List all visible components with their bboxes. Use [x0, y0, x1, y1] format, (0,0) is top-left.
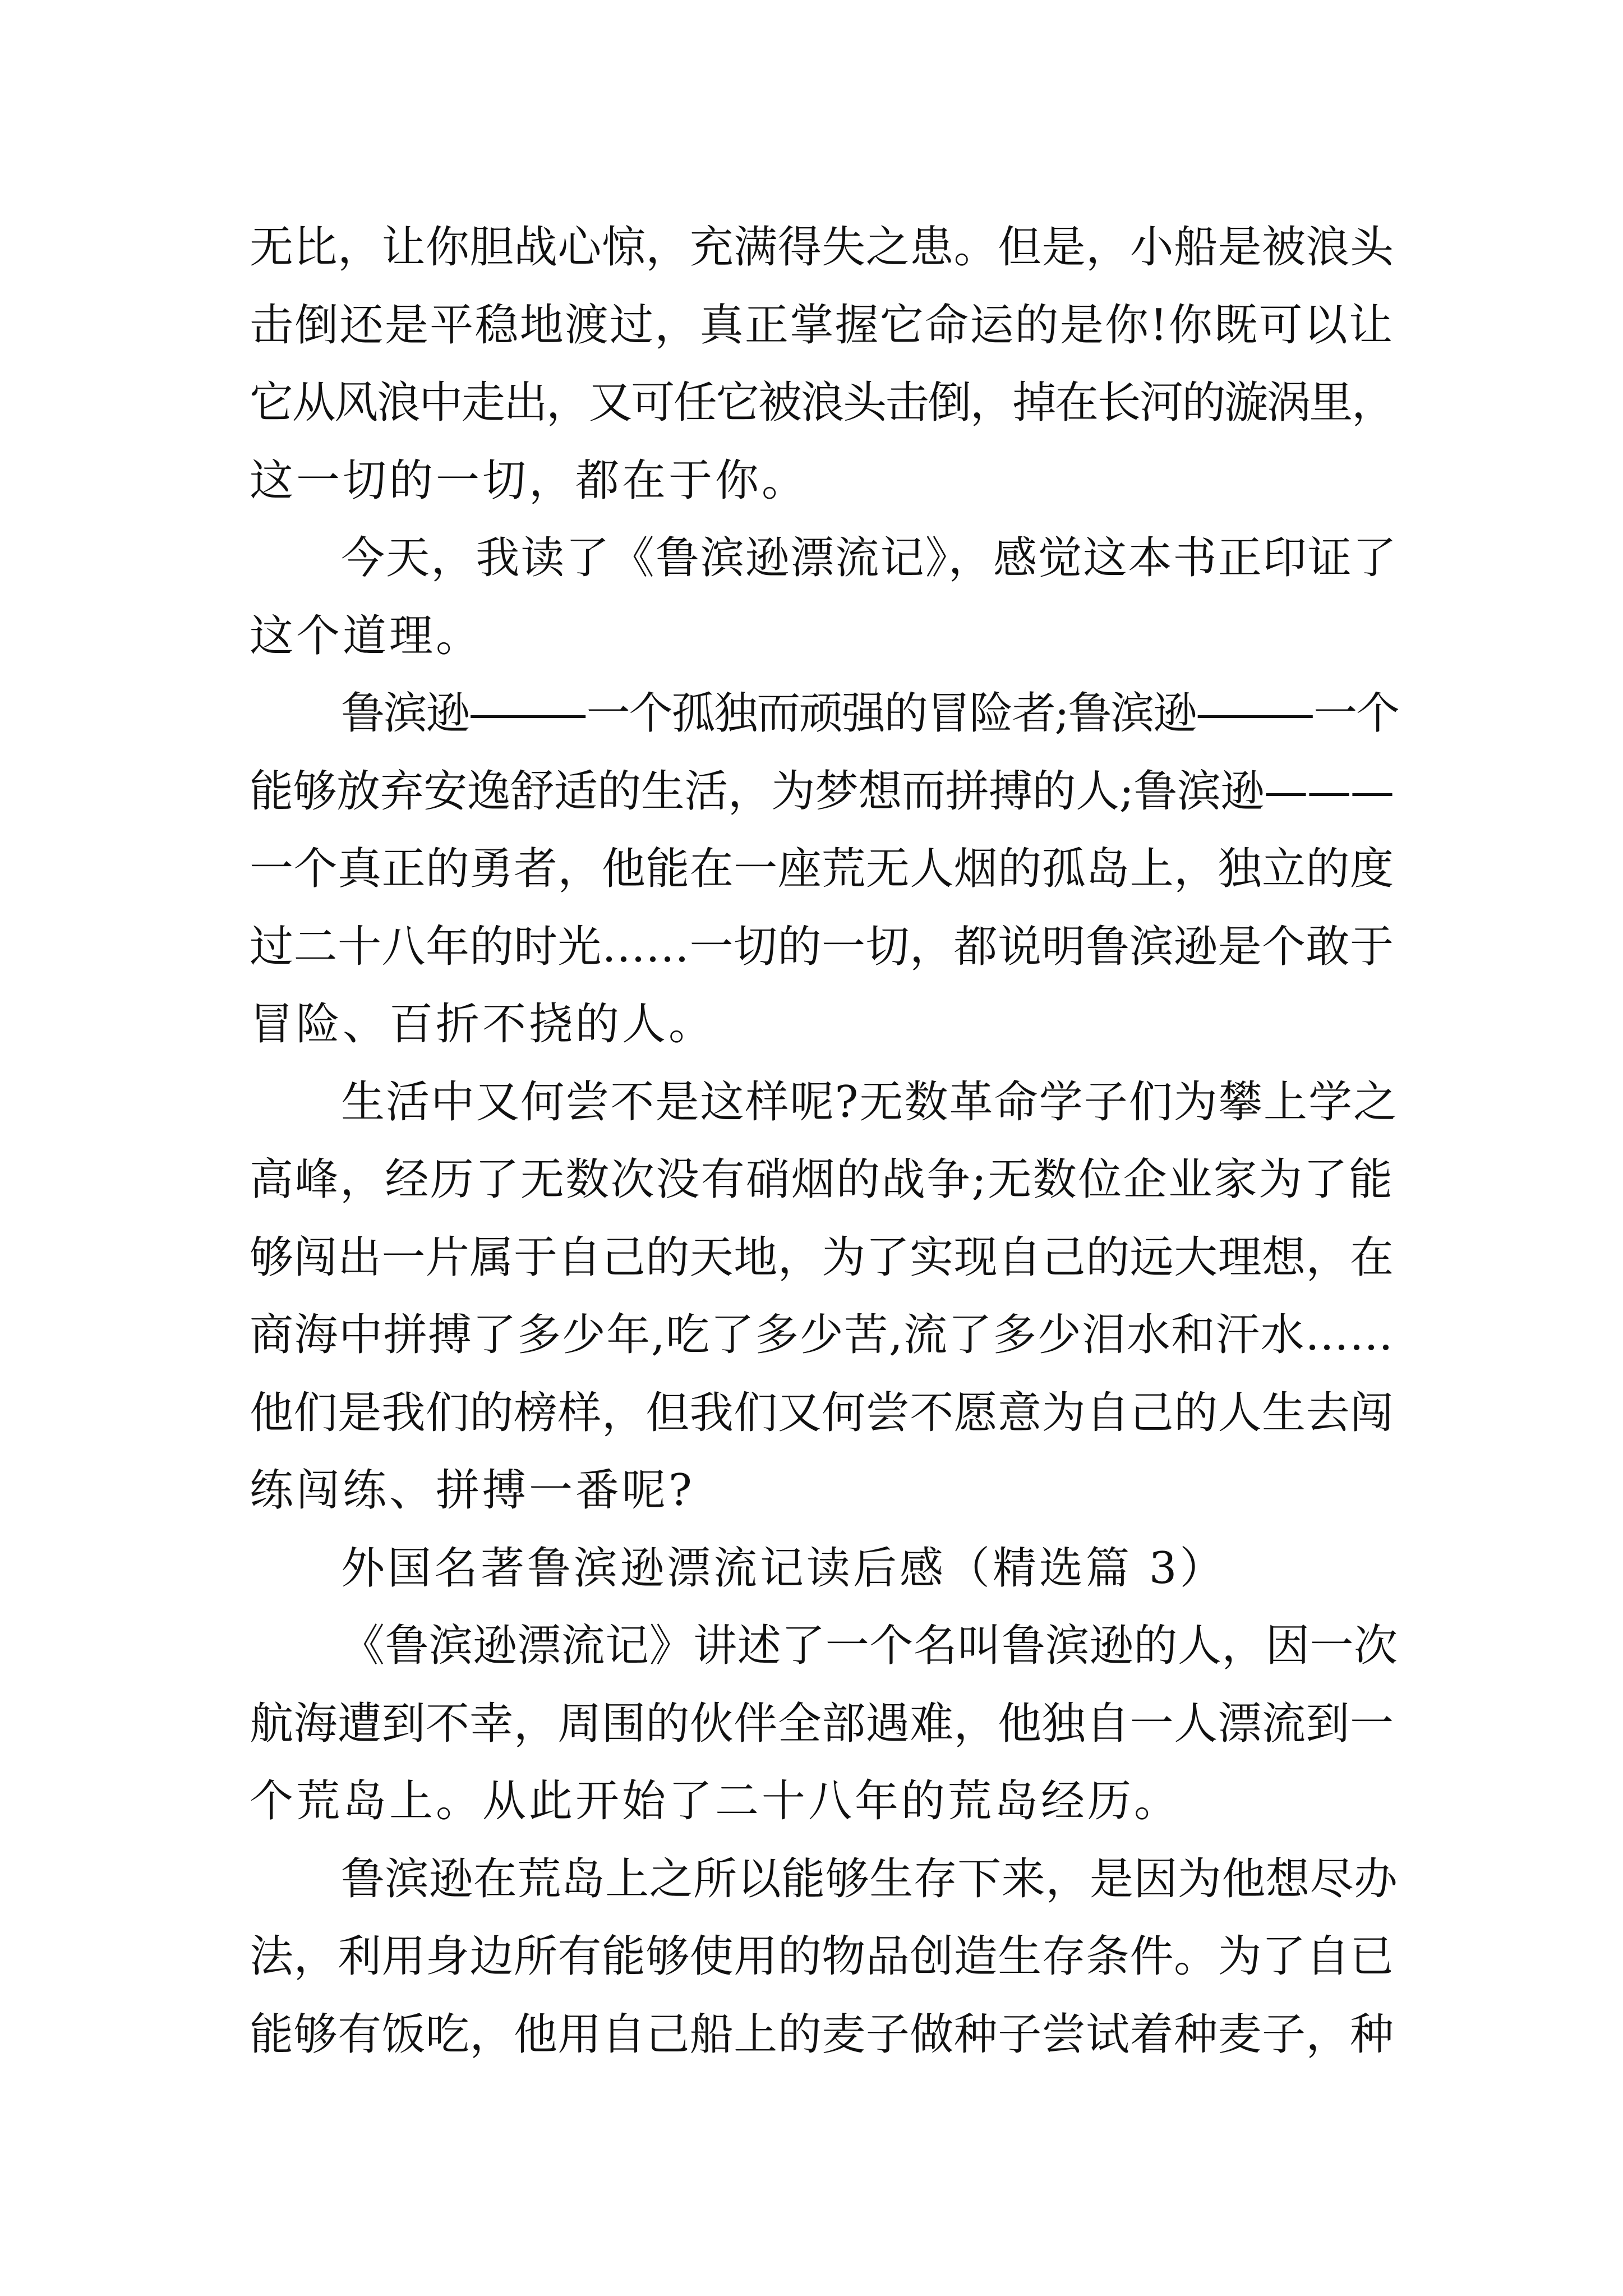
paragraph-first-line: 鲁滨逊在荒岛上之所以能够生存下来，是因为他想尽办 [341, 1853, 1394, 1904]
text-line: 商海中拼搏了多少年,吃了多少苦,流了多少泪水和汗水…… [250, 1310, 1394, 1360]
text-line: 冒险、百折不挠的人。 [250, 999, 716, 1050]
text-line: 他们是我们的榜样，但我们又何尝不愿意为自己的人生去闯 [250, 1387, 1394, 1438]
paragraph-first-line: 《鲁滨逊漂流记》讲述了一个名叫鲁滨逊的人，因一次 [341, 1621, 1394, 1671]
text-line: 能够放弃安逸舒适的生活，为梦想而拼搏的人;鲁滨逊——— [250, 766, 1394, 817]
text-line: 这一切的一切，都在于你。 [250, 455, 809, 506]
text-line: 它从风浪中走出，又可任它被浪头击倒，掉在长河的漩涡里， [250, 378, 1394, 428]
text-line: 高峰，经历了无数次没有硝烟的战争;无数位企业家为了能 [250, 1154, 1394, 1205]
text-line: 练闯练、拼搏一番呢? [250, 1465, 695, 1516]
text-line: 能够有饭吃，他用自己船上的麦子做种子尝试着种麦子，种 [250, 2009, 1394, 2060]
section-heading: 外国名著鲁滨逊漂流记读后感（精选篇 3） [341, 1543, 1227, 1594]
paragraph-first-line: 生活中又何尝不是这样呢?无数革命学子们为攀上学之 [341, 1076, 1394, 1128]
text-line: 航海遭到不幸，周围的伙伴全部遇难，他独自一人漂流到一 [250, 1698, 1394, 1749]
text-line: 这个道理。 [250, 610, 483, 661]
paragraph-first-line: 鲁滨逊———一个孤独而顽强的冒险者;鲁滨逊———一个 [341, 688, 1394, 739]
text-line: 个荒岛上。从此开始了二十八年的荒岛经历。 [250, 1776, 1181, 1826]
text-line: 过二十八年的时光……一切的一切，都说明鲁滨逊是个敢于 [250, 921, 1394, 972]
text-line: 击倒还是平稳地渡过，真正掌握它命运的是你!你既可以让 [250, 300, 1394, 351]
document-body [250, 209, 1394, 2073]
text-line: 无比，让你胆战心惊，充满得失之患。但是，小船是被浪头 [250, 222, 1394, 273]
text-line: 一个真正的勇者，他能在一座荒无人烟的孤岛上，独立的度 [250, 844, 1394, 894]
text-line: 够闯出一片属于自己的天地，为了实现自己的远大理想，在 [250, 1232, 1394, 1283]
paragraph-first-line: 今天，我读了《鲁滨逊漂流记》，感觉这本书正印证了 [341, 533, 1394, 583]
text-line: 法，利用身边所有能够使用的物品创造生存条件。为了自已 [250, 1931, 1394, 1982]
